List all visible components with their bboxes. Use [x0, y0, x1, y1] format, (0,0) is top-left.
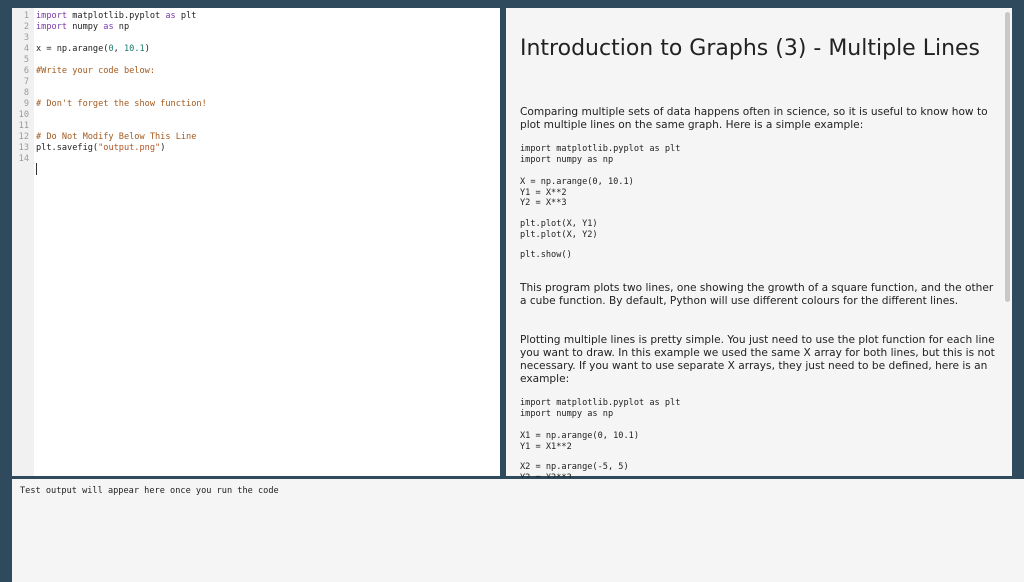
- line-number: 2: [23, 22, 29, 32]
- line-number: 8: [23, 88, 29, 98]
- code-line[interactable]: [12, 143, 500, 154]
- code-line[interactable]: [12, 121, 500, 132]
- line-number: 11: [18, 121, 29, 131]
- code-example-2-x2: X2 = np.arange(-5, 5): [520, 462, 629, 472]
- line-number: 5: [23, 55, 29, 65]
- test-output-message: Test output will appear here once you run the code: [20, 486, 279, 496]
- text-cursor: [36, 163, 37, 175]
- lesson-paragraph-2: This program plots two lines, one showing the growth of a square function, and the other a cube function. By default, Python will use different colours for the different lines.: [520, 282, 994, 307]
- line-number: 7: [23, 77, 29, 87]
- code-line[interactable]: [12, 66, 500, 77]
- code-line[interactable]: [12, 33, 500, 44]
- code-example-1-show: plt.show(): [520, 250, 572, 260]
- code-example-1-arrays: X = np.arange(0, 10.1) Y1 = X**2 Y2 = X**3: [520, 177, 634, 208]
- code-line[interactable]: [12, 88, 500, 99]
- line-number: 10: [18, 110, 29, 120]
- test-output-panel: [12, 478, 1024, 582]
- line-number: 14: [18, 154, 29, 164]
- code-line[interactable]: [12, 55, 500, 66]
- code-text[interactable]: plt.savefig("output.png"): [36, 143, 166, 153]
- line-number: 6: [23, 66, 29, 76]
- code-line[interactable]: [12, 154, 500, 165]
- code-example-2-x1: X1 = np.arange(0, 10.1) Y1 = X1**2: [520, 431, 639, 452]
- code-text[interactable]: # Don't forget the show function!: [36, 99, 207, 109]
- code-line[interactable]: [12, 77, 500, 88]
- code-text[interactable]: import matplotlib.pyplot as plt: [36, 11, 197, 21]
- code-line[interactable]: [12, 132, 500, 143]
- code-example-1-imports: import matplotlib.pyplot as plt import numpy as np: [520, 144, 681, 165]
- code-text[interactable]: import numpy as np: [36, 22, 130, 32]
- code-line[interactable]: [12, 110, 500, 121]
- lesson-title: Introduction to Graphs (3) - Multiple Lines: [520, 36, 981, 61]
- line-number: 3: [23, 33, 29, 43]
- code-line[interactable]: [12, 44, 500, 55]
- line-number: 13: [18, 143, 29, 153]
- code-text[interactable]: # Do Not Modify Below This Line: [36, 132, 197, 142]
- line-number: 12: [18, 132, 29, 142]
- lesson-scrollbar[interactable]: [1005, 12, 1010, 302]
- code-text[interactable]: x = np.arange(0, 10.1): [36, 44, 150, 54]
- code-line[interactable]: [12, 11, 500, 22]
- code-editor[interactable]: [12, 8, 500, 476]
- code-line[interactable]: [12, 22, 500, 33]
- code-line[interactable]: [12, 99, 500, 110]
- line-number: 1: [23, 11, 29, 21]
- lesson-paragraph-1: Comparing multiple sets of data happens often in science, so it is useful to know how to plot multiple lines on the same graph. Here is a simple example:: [520, 106, 988, 131]
- lesson-panel: [506, 8, 1012, 476]
- line-number: 9: [23, 99, 29, 109]
- code-example-2-imports: import matplotlib.pyplot as plt import numpy as np: [520, 398, 681, 419]
- code-text[interactable]: #Write your code below:: [36, 66, 155, 76]
- lesson-paragraph-3: Plotting multiple lines is pretty simple. You just need to use the plot function for each line you want to draw. In this example we used the same X array for both lines, but this is not necessary. If you want to use separate X arrays, they just need to be defined, here is an example:: [520, 334, 995, 385]
- code-example-1-plot: plt.plot(X, Y1) plt.plot(X, Y2): [520, 219, 598, 240]
- line-number: 4: [23, 44, 29, 54]
